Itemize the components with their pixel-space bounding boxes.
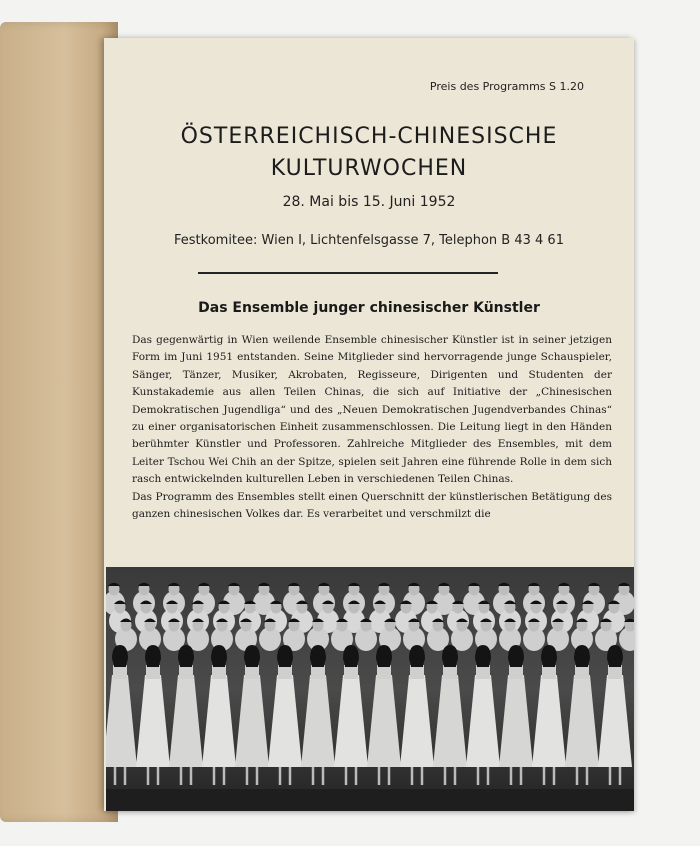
- divider-rule: [198, 272, 498, 274]
- title-line-1: ÖSTERREICHISCH-CHINESISCHE: [180, 124, 558, 149]
- stage-floor: [106, 789, 634, 811]
- event-dates: 28. Mai bis 15. Juni 1952: [282, 194, 456, 210]
- title-line-2: KULTURWOCHEN: [270, 156, 468, 181]
- paragraph-2: Das Programm des Ensembles stellt einen Querschnitt der künstlerischen Betätigung des ganzen chinesischen Volkes dar. Es verarbeitet und verschmilzt die: [132, 490, 612, 521]
- back-cover: [0, 22, 118, 822]
- body-text: [132, 332, 612, 523]
- committee-address: Festkomitee: Wien I, Lichtenfelsgasse 7, Telephon B 43 4 61: [174, 233, 564, 248]
- paragraph-1: Das gegenwärtig in Wien weilende Ensemble chinesischer Künstler ist in seiner jetzigen Form im Juni 1951 entstanden. Seine Mitglieder sind hervorragende junge Schauspieler, Sänger, Tänzer, Musiker, Akrobaten, Regisseure, Dirigenten und Studenten der Kunstakademie aus allen Teilen Chinas, die sich auf Initiative der „Chinesischen Demokratischen Jugendliga“ und des „Neuen Demokratischen Jugendverbandes Chinas“ zu einer organisatorischen Einheit zusammenschlossen. Die Leitung liegt in den Händen berühmter Künstler und Professoren. Zahlreiche Mitglieder des Ensembles, mit dem Leiter Tschou Wei Chih an der Spitze, spielen seit Jahren eine führende Rolle in dem sich rasch entwickelnden kulturellen Leben in verschiedenen Teilen Chinas.: [132, 334, 612, 486]
- ensemble-photo: [106, 567, 634, 811]
- program-page: [104, 38, 634, 811]
- section-heading: Das Ensemble junger chinesischer Künstler: [198, 300, 540, 316]
- price-note: Preis des Programms S 1.20: [429, 80, 584, 93]
